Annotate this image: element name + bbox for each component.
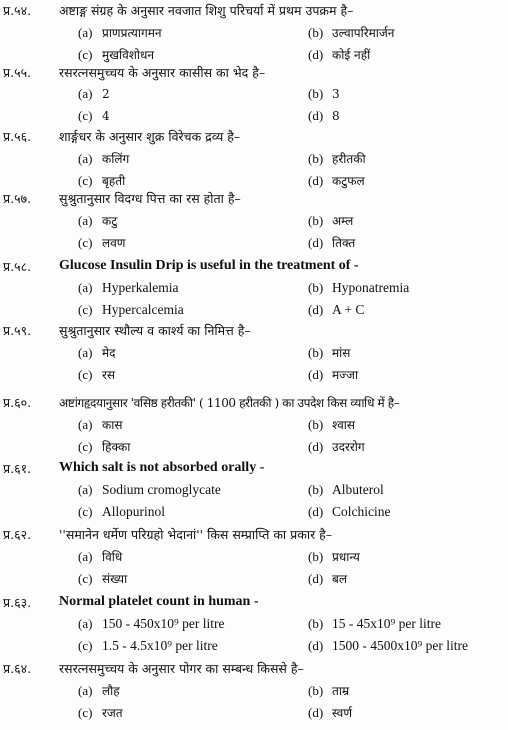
option-label: (d) — [308, 173, 324, 188]
option-text: Albuterol — [332, 482, 384, 497]
option-label: (c) — [78, 173, 93, 188]
option-text: मेद — [102, 346, 116, 360]
option-text: कास — [102, 418, 123, 432]
option-text: रजत — [102, 706, 123, 720]
option-label: (c) — [78, 302, 93, 317]
option-d — [308, 438, 508, 460]
options-grid — [0, 86, 508, 130]
option-a — [78, 280, 308, 302]
option-a — [78, 416, 308, 438]
option-c — [78, 108, 308, 130]
question-header — [0, 594, 508, 616]
options-grid — [0, 616, 508, 660]
option-b — [308, 24, 508, 46]
option-text: मज्जा — [332, 368, 359, 382]
option-d — [308, 570, 508, 592]
question-block — [0, 64, 508, 130]
option-label: (a) — [78, 25, 93, 40]
question-header — [0, 2, 508, 24]
option-label: (b) — [308, 280, 324, 295]
option-text: Hypercalcemia — [102, 302, 184, 317]
options-grid — [0, 548, 508, 592]
question-text: अष्टाङ्ग संग्रह के अनुसार नवजात शिशु परिचर्या में प्रथम उपक्रम है– — [59, 3, 354, 18]
question-header — [0, 394, 508, 416]
option-c — [78, 366, 308, 388]
option-label: (c) — [78, 504, 93, 519]
question-block — [0, 322, 508, 388]
option-text: अम्ल — [332, 214, 354, 228]
option-d — [308, 704, 508, 726]
option-a — [78, 548, 308, 570]
question-block — [0, 258, 508, 324]
option-text: मांस — [332, 346, 351, 360]
question-header — [0, 322, 508, 344]
question-header — [0, 128, 508, 150]
option-a — [78, 86, 308, 108]
option-b — [308, 482, 508, 504]
option-text: 150 - 450x10⁹ per litre — [102, 616, 225, 631]
option-label: (c) — [78, 638, 93, 653]
option-text: हिक्का — [102, 440, 131, 454]
question-header — [0, 64, 508, 86]
question-text: सुश्रुतानुसार विदग्ध पित्त का रस होता है– — [59, 191, 241, 206]
option-text: कटुफल — [332, 174, 365, 188]
option-label: (a) — [78, 213, 93, 228]
question-number: प्र.६०. — [3, 395, 32, 410]
option-label: (b) — [308, 616, 324, 631]
option-text: Allopurinol — [102, 504, 165, 519]
option-label: (a) — [78, 345, 93, 360]
options-grid — [0, 482, 508, 526]
option-label: (b) — [308, 86, 324, 101]
option-text: उल्वापरिमार्जन — [332, 26, 395, 40]
option-text: 1.5 - 4.5x10⁹ per litre — [102, 638, 218, 653]
option-d — [308, 638, 508, 660]
option-c — [78, 504, 308, 526]
option-label: (a) — [78, 151, 93, 166]
question-text: Which salt is not absorbed orally - — [59, 460, 265, 475]
option-text: संख्या — [102, 572, 128, 586]
option-label: (d) — [308, 705, 324, 720]
option-label: (b) — [308, 213, 324, 228]
option-b — [308, 212, 508, 234]
option-label: (a) — [78, 549, 93, 564]
option-a — [78, 616, 308, 638]
option-d — [308, 302, 508, 324]
option-text: श्वास — [332, 418, 355, 432]
question-header — [0, 660, 508, 682]
option-b — [308, 416, 508, 438]
question-header — [0, 460, 508, 482]
option-text: 3 — [332, 87, 340, 101]
option-label: (a) — [78, 417, 93, 432]
option-c — [78, 704, 308, 726]
option-text: ताम्र — [332, 684, 350, 698]
question-block — [0, 190, 508, 256]
question-number: प्र.६४. — [3, 661, 32, 676]
question-number: प्र.५६. — [3, 129, 32, 144]
option-text: रस — [102, 368, 116, 382]
option-text: Colchicine — [332, 504, 391, 519]
question-block — [0, 660, 508, 726]
option-label: (c) — [78, 571, 93, 586]
option-label: (d) — [308, 235, 324, 250]
option-label: (a) — [78, 280, 93, 295]
question-number: प्र.५४. — [3, 3, 32, 18]
option-label: (c) — [78, 235, 93, 250]
option-text: प्राणप्रत्यागमन — [102, 26, 162, 40]
question-text: शार्ङ्गधर के अनुसार शुक्र विरेचक द्रव्य है– — [59, 129, 241, 144]
option-text: मुखविशोधन — [102, 48, 155, 62]
options-grid — [0, 416, 508, 460]
option-text: हरीतकी — [332, 152, 366, 166]
question-text: रसरत्नसमुच्चय के अनुसार पोगर का सम्बन्ध किससे है– — [59, 661, 304, 676]
option-label: (d) — [308, 504, 324, 519]
option-text: बल — [332, 572, 347, 586]
question-number: प्र.६१. — [3, 461, 32, 476]
option-c — [78, 438, 308, 460]
question-text: सुश्रुतानुसार स्थौल्य व कार्श्य का निमित्त है– — [59, 323, 251, 338]
option-label: (a) — [78, 86, 93, 101]
option-b — [308, 616, 508, 638]
option-label: (c) — [78, 367, 93, 382]
option-text: तिक्त — [332, 236, 356, 250]
option-text: प्रधान्य — [332, 550, 360, 564]
option-label: (c) — [78, 705, 93, 720]
option-text: 8 — [332, 109, 340, 123]
question-text: रसरत्नसमुच्चय के अनुसार कासीस का भेद है– — [59, 65, 266, 80]
question-header — [0, 526, 508, 548]
option-label: (c) — [78, 439, 93, 454]
question-header — [0, 258, 508, 280]
option-c — [78, 570, 308, 592]
option-text: लवण — [102, 236, 126, 250]
options-grid — [0, 24, 508, 68]
question-number: प्र.५८. — [3, 259, 32, 274]
option-text: बृहती — [102, 174, 126, 188]
option-a — [78, 344, 308, 366]
option-text: 1500 - 4500x10⁹ per litre — [332, 638, 468, 653]
option-b — [308, 682, 508, 704]
option-text: A + C — [332, 302, 365, 317]
option-text: कटु — [102, 214, 118, 228]
option-text: 2 — [102, 87, 110, 101]
option-b — [308, 86, 508, 108]
option-label: (b) — [308, 683, 324, 698]
option-text: Sodium cromoglycate — [102, 482, 221, 497]
question-block — [0, 594, 508, 660]
option-a — [78, 482, 308, 504]
option-label: (d) — [308, 367, 324, 382]
option-b — [308, 150, 508, 172]
option-text: कलिंग — [102, 152, 130, 166]
option-label: (d) — [308, 108, 324, 123]
option-d — [308, 504, 508, 526]
option-label: (c) — [78, 47, 93, 62]
option-text: 15 - 45x10⁹ per litre — [332, 616, 441, 631]
option-text: Hyponatremia — [332, 280, 410, 295]
question-text: अष्टांगहृदयानुसार 'वसिष्ठ हरीतकी' ( 1100 हरीतकी ) का उपदेश किस व्याधि में है– — [59, 396, 400, 410]
question-number: प्र.६३. — [3, 595, 32, 610]
question-text: Glucose Insulin Drip is useful in the treatment of - — [59, 258, 359, 273]
option-text: विधि — [102, 550, 123, 564]
option-text: कोई नहीं — [332, 48, 371, 62]
option-a — [78, 682, 308, 704]
option-b — [308, 344, 508, 366]
option-label: (d) — [308, 571, 324, 586]
question-block — [0, 526, 508, 592]
option-text: उदररोग — [332, 440, 365, 454]
option-c — [78, 302, 308, 324]
question-number: प्र.६२. — [3, 527, 32, 542]
options-grid — [0, 280, 508, 324]
option-b — [308, 280, 508, 302]
options-grid — [0, 682, 508, 726]
question-number: प्र.५५. — [3, 65, 32, 80]
option-c — [78, 234, 308, 256]
option-text: लौह — [102, 684, 120, 698]
option-a — [78, 150, 308, 172]
option-d — [308, 366, 508, 388]
option-label: (b) — [308, 549, 324, 564]
question-number: प्र.५७. — [3, 191, 32, 206]
option-label: (d) — [308, 439, 324, 454]
option-b — [308, 548, 508, 570]
option-label: (d) — [308, 638, 324, 653]
option-a — [78, 24, 308, 46]
question-block — [0, 394, 508, 460]
option-label: (b) — [308, 482, 324, 497]
option-c — [78, 638, 308, 660]
option-d — [308, 108, 508, 130]
question-block — [0, 128, 508, 194]
options-grid — [0, 344, 508, 388]
option-d — [308, 234, 508, 256]
question-block — [0, 2, 508, 68]
option-text: Hyperkalemia — [102, 280, 179, 295]
option-label: (b) — [308, 417, 324, 432]
option-text: स्वर्ण — [332, 706, 353, 720]
question-header — [0, 190, 508, 212]
option-label: (c) — [78, 108, 93, 123]
option-label: (b) — [308, 25, 324, 40]
question-text: Normal platelet count in human - — [59, 594, 259, 609]
question-number: प्र.५९. — [3, 323, 32, 338]
option-label: (b) — [308, 345, 324, 360]
question-text: ''समानेन धर्मेण परिग्रहो भेदानां'' किस सम्प्राप्ति का प्रकार है– — [59, 527, 333, 542]
options-grid — [0, 212, 508, 256]
options-grid — [0, 150, 508, 194]
option-label: (d) — [308, 47, 324, 62]
option-text: 4 — [102, 109, 110, 123]
option-label: (a) — [78, 616, 93, 631]
question-block — [0, 460, 508, 526]
option-label: (b) — [308, 151, 324, 166]
option-label: (a) — [78, 683, 93, 698]
option-label: (d) — [308, 302, 324, 317]
option-a — [78, 212, 308, 234]
option-label: (a) — [78, 482, 93, 497]
